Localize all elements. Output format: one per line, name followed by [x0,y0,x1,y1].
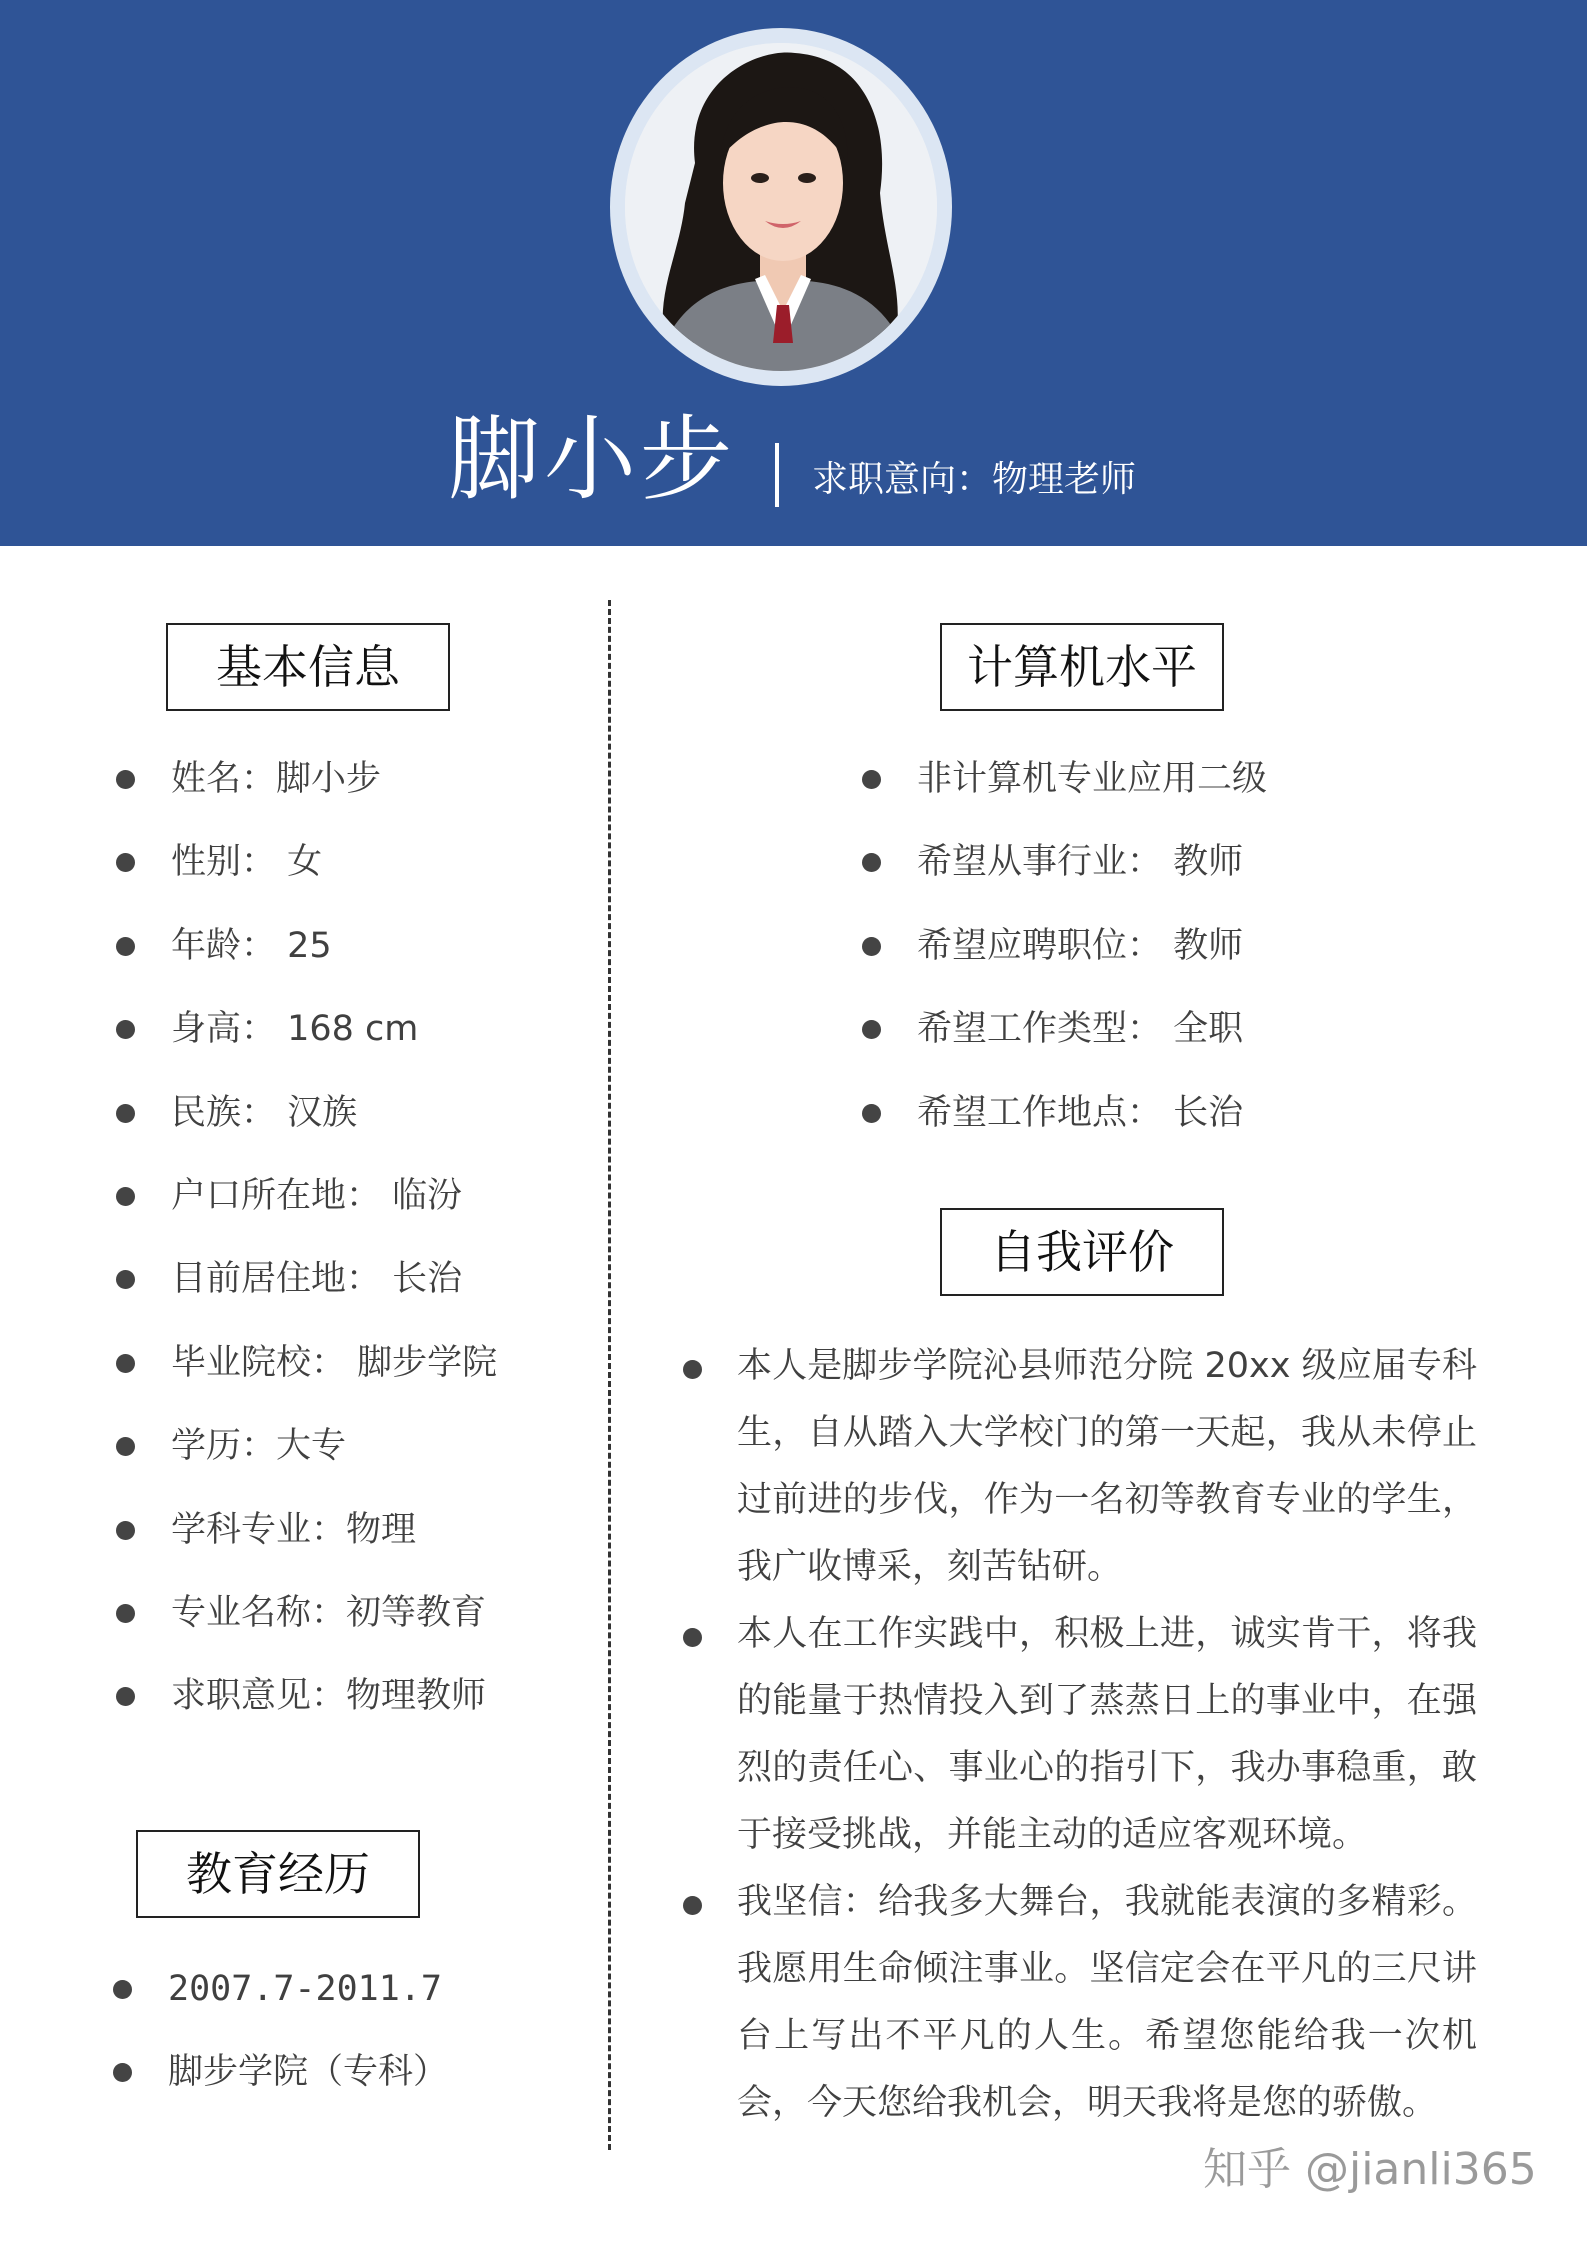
bullet-icon [113,2063,132,2082]
bullet-icon [116,1437,135,1456]
list-item: 2007.7-2011.7 [113,1948,583,2031]
bullet-icon [683,1628,702,1647]
header-divider [775,443,779,507]
list-item: 脚步学院（专科） [113,2031,583,2114]
list-item: 毕业院校： 脚步学院 [116,1322,586,1405]
list-item: 性别： 女 [116,821,586,904]
header-banner [0,0,1587,546]
list-item: 身高： 168 cm [116,988,586,1071]
basic-info-list [116,738,586,1739]
job-intent: 求职意向：物理老师 [812,459,1137,500]
bullet-icon [116,1354,135,1373]
list-item: 户口所在地： 临汾 [116,1155,586,1238]
bullet-icon [116,937,135,956]
bullet-icon [116,1270,135,1289]
bullet-icon [116,1020,135,1039]
watermark: 知乎 @jianli365 [1203,2144,1537,2195]
bullet-icon [683,1896,702,1915]
list-item: 目前居住地： 长治 [116,1238,586,1321]
candidate-name: 脚小步 [448,406,737,513]
list-item: 专业名称：初等教育 [116,1572,586,1655]
list-item: 求职意见：物理教师 [116,1655,586,1738]
bullet-icon [113,1980,132,1999]
self-eval-list [683,1333,1483,2137]
list-item: 学科专业：物理 [116,1489,586,1572]
list-item [683,1869,1483,2137]
list-item: 希望从事行业： 教师 [862,821,1502,904]
list-item: 希望工作类型： 全职 [862,988,1502,1071]
self-eval-paragraph: 本人在工作实践中，积极上进，诚实肯干，将我的能量于热情投入到了蒸蒸日上的事业中，在强烈的责任心、事业心的指引下，我办事稳重，敢于接受挑战，并能主动的适应客观环境。 [737,1614,1477,1855]
bullet-icon [116,853,135,872]
self-eval-paragraph: 本人是脚步学院沁县师范分院 20xx 级应届专科生，自从踏入大学校门的第一天起，我从未停止过前进的步伐，作为一名初等教育专业的学生，我广收博采，刻苦钻研。 [737,1346,1477,1587]
bullet-icon [116,1104,135,1123]
bullet-icon [862,1104,881,1123]
bullet-icon [116,1187,135,1206]
list-item: 民族： 汉族 [116,1072,586,1155]
bullet-icon [116,770,135,789]
bullet-icon [116,1604,135,1623]
bullet-icon [116,1687,135,1706]
computer-list [862,738,1502,1155]
education-list [113,1948,583,2115]
bullet-icon [862,937,881,956]
section-title-self-eval: 自我评价 [940,1208,1224,1296]
list-item: 非计算机专业应用二级 [862,738,1502,821]
section-title-basic-info: 基本信息 [166,623,450,711]
bullet-icon [116,1521,135,1540]
list-item: 年龄： 25 [116,905,586,988]
bullet-icon [862,1020,881,1039]
list-item: 希望应聘职位： 教师 [862,905,1502,988]
section-title-computer: 计算机水平 [940,623,1224,711]
column-divider [608,600,611,2150]
self-eval-paragraph: 我坚信：给我多大舞台，我就能表演的多精彩。我愿用生命倾注事业。坚信定会在平凡的三尺讲台上写出不平凡的人生。希望您能给我一次机会，今天您给我机会，明天我将是您的骄傲。 [737,1882,1477,2123]
avatar [625,43,937,371]
portrait-photo-icon [625,43,937,371]
list-item [683,1333,1483,1601]
list-item: 希望工作地点： 长治 [862,1072,1502,1155]
list-item [683,1601,1483,1869]
avatar-ring [610,28,952,386]
bullet-icon [862,770,881,789]
list-item: 姓名：脚小步 [116,738,586,821]
bullet-icon [862,853,881,872]
list-item: 学历：大专 [116,1405,586,1488]
section-title-education: 教育经历 [136,1830,420,1918]
bullet-icon [683,1360,702,1379]
